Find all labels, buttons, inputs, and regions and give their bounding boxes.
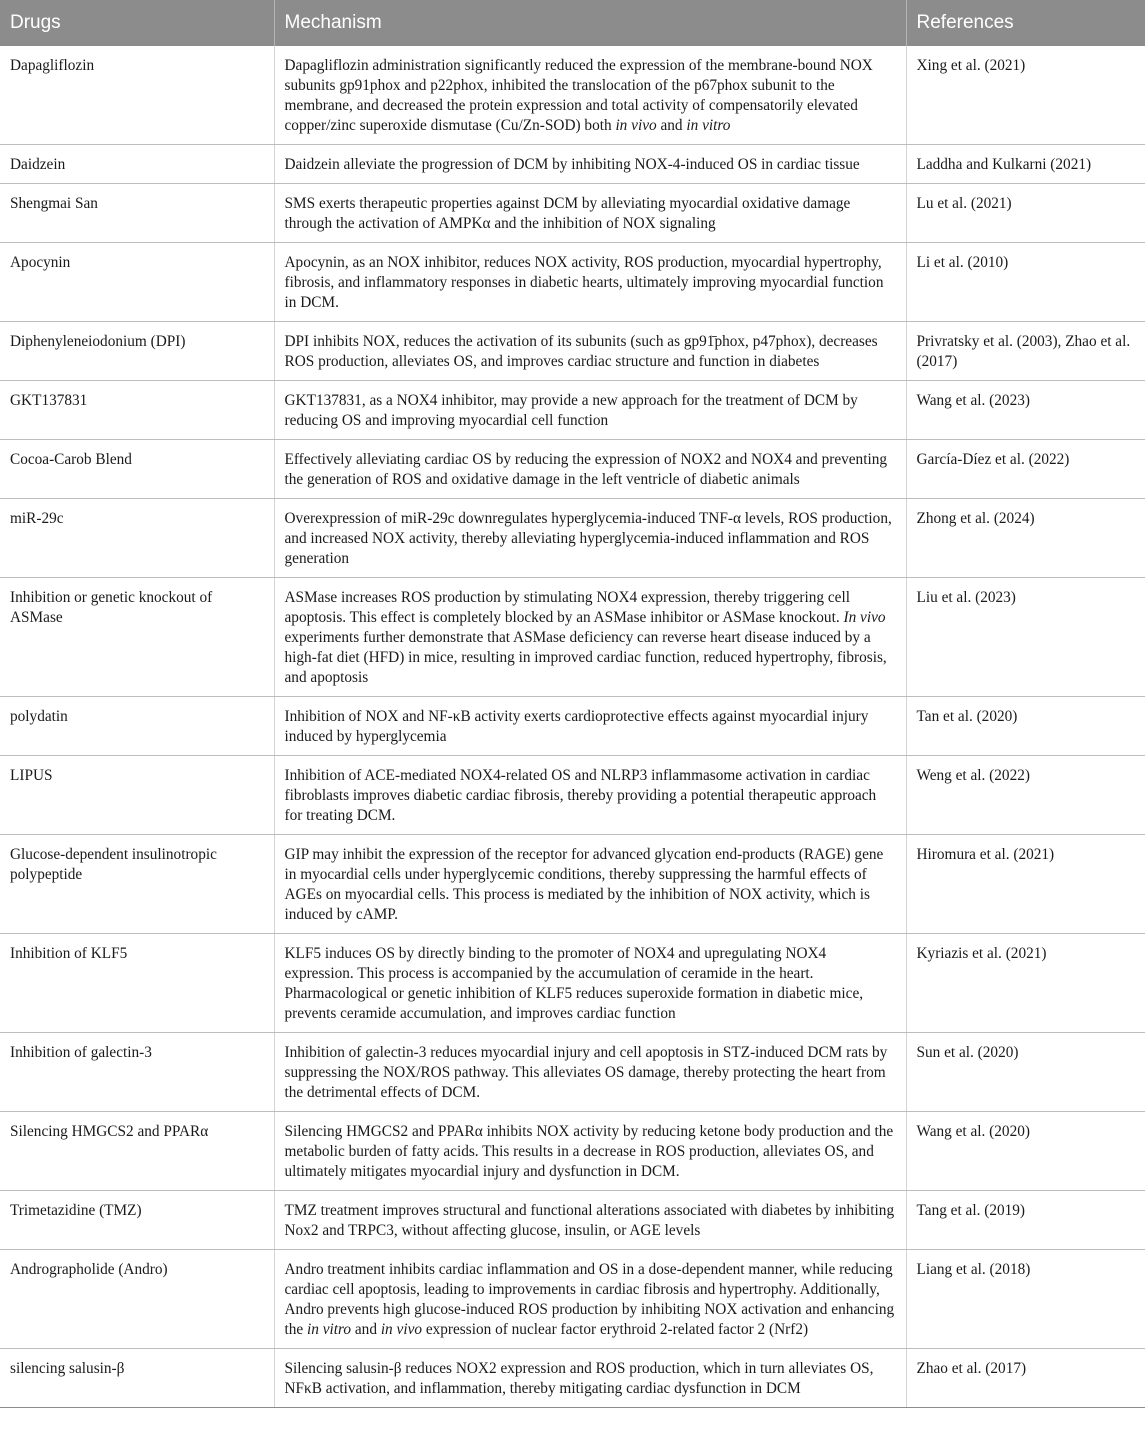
reference-cell: Tang et al. (2019) xyxy=(906,1191,1145,1250)
table-row xyxy=(0,697,1145,756)
drug-cell: Andrographolide (Andro) xyxy=(0,1250,274,1349)
drug-cell: Diphenyleneiodonium (DPI) xyxy=(0,322,274,381)
mechanism-cell: GIP may inhibit the expression of the receptor for advanced glycation end-products (RAGE) gene in myocardial cells under hyperglycemic conditions, thereby suppressing the harmful effects of AGEs on myocardial cells. This process is mediated by the inhibition of NOX activity, which is induced by cAMP. xyxy=(274,835,906,934)
reference-cell: Weng et al. (2022) xyxy=(906,756,1145,835)
header-references: References xyxy=(906,0,1145,46)
mechanism-cell: Silencing HMGCS2 and PPARα inhibits NOX activity by reducing ketone body production and the metabolic burden of fatty acids. This results in a decrease in ROS production, alleviates OS, and ultimately mitigates myocardial injury and dysfunction in DCM. xyxy=(274,1112,906,1191)
mechanism-cell: Apocynin, as an NOX inhibitor, reduces NOX activity, ROS production, myocardial hypertrophy, fibrosis, and inflammatory responses in diabetic hearts, ultimately improving myocardial function in DCM. xyxy=(274,243,906,322)
reference-cell: Sun et al. (2020) xyxy=(906,1033,1145,1112)
reference-cell: Privratsky et al. (2003), Zhao et al. (2017) xyxy=(906,322,1145,381)
table-row xyxy=(0,499,1145,578)
mechanism-cell: Inhibition of ACE-mediated NOX4-related OS and NLRP3 inflammasome activation in cardiac fibroblasts improves diabetic cardiac fibrosis, thereby providing a potential therapeutic approach for treating DCM. xyxy=(274,756,906,835)
mechanism-text: ASMase increases ROS production by stimulating NOX4 expression, thereby triggering cell apoptosis. This effect is completely blocked by an ASMase inhibitor or ASMase knockout. xyxy=(284,589,850,626)
table-row xyxy=(0,1033,1145,1112)
drug-cell: Shengmai San xyxy=(0,184,274,243)
mechanism-cell: KLF5 induces OS by directly binding to the promoter of NOX4 and upregulating NOX4 expression. This process is accompanied by the accumulation of ceramide in the heart. Pharmacological or genetic inhibition of KLF5 reduces superoxide formation in diabetic mice, prevents ceramide accumulation, and improves cardiac function xyxy=(274,934,906,1033)
drug-cell: silencing salusin-β xyxy=(0,1349,274,1408)
drug-cell: Inhibition of galectin-3 xyxy=(0,1033,274,1112)
mechanism-cell: Inhibition of NOX and NF-κB activity exerts cardioprotective effects against myocardial injury induced by hyperglycemia xyxy=(274,697,906,756)
reference-cell: Zhao et al. (2017) xyxy=(906,1349,1145,1408)
reference-cell: Liu et al. (2023) xyxy=(906,578,1145,697)
reference-cell: Hiromura et al. (2021) xyxy=(906,835,1145,934)
mechanism-cell: Silencing salusin-β reduces NOX2 expression and ROS production, which in turn alleviates OS, NFκB activation, and inflammation, thereby mitigating cardiac dysfunction in DCM xyxy=(274,1349,906,1408)
table-body xyxy=(0,46,1145,1408)
mechanism-cell xyxy=(274,1250,906,1349)
drug-cell: Daidzein xyxy=(0,145,274,184)
table-header xyxy=(0,0,1145,46)
mechanism-text: experiments further demonstrate that ASMase deficiency can reverse heart disease induced by a high-fat diet (HFD) in mice, resulting in improved cardiac function, reduced hypertrophy, fibrosis, and apoptosis xyxy=(284,629,887,686)
drug-cell: polydatin xyxy=(0,697,274,756)
table-row xyxy=(0,578,1145,697)
header-drugs: Drugs xyxy=(0,0,274,46)
mechanism-cell: GKT137831, as a NOX4 inhibitor, may provide a new approach for the treatment of DCM by reducing OS and improving myocardial cell function xyxy=(274,381,906,440)
mechanism-cell: Daidzein alleviate the progression of DCM by inhibiting NOX-4-induced OS in cardiac tissue xyxy=(274,145,906,184)
drug-cell: Silencing HMGCS2 and PPARα xyxy=(0,1112,274,1191)
reference-cell: Lu et al. (2021) xyxy=(906,184,1145,243)
table-row xyxy=(0,1250,1145,1349)
mechanism-cell: Overexpression of miR-29c downregulates hyperglycemia-induced TNF-α levels, ROS production, and increased NOX activity, thereby alleviating hyperglycemia-induced inflammation and ROS generation xyxy=(274,499,906,578)
mechanism-cell: TMZ treatment improves structural and functional alterations associated with diabetes by inhibiting Nox2 and TRPC3, without affecting glucose, insulin, or AGE levels xyxy=(274,1191,906,1250)
mechanism-italic: in vivo xyxy=(615,117,657,134)
table-row xyxy=(0,145,1145,184)
mechanism-cell: SMS exerts therapeutic properties against DCM by alleviating myocardial oxidative damage through the activation of AMPKα and the inhibition of NOX signaling xyxy=(274,184,906,243)
table-row xyxy=(0,440,1145,499)
drug-cell: Cocoa-Carob Blend xyxy=(0,440,274,499)
table-row xyxy=(0,835,1145,934)
mechanism-text: Andro treatment inhibits cardiac inflammation and OS in a dose-dependent manner, while reducing cardiac cell apoptosis, leading to improvements in cardiac fibrosis and hypertrophy. Additionally, Andro prevents high glucose-induced ROS production by inhibiting NOX activation and enhancing the xyxy=(284,1261,895,1338)
table-row xyxy=(0,46,1145,145)
table-row xyxy=(0,1112,1145,1191)
drug-cell: Dapagliflozin xyxy=(0,46,274,145)
drug-cell: miR-29c xyxy=(0,499,274,578)
mechanism-cell: Inhibition of galectin-3 reduces myocardial injury and cell apoptosis in STZ-induced DCM rats by suppressing the NOX/ROS pathway. This alleviates OS damage, thereby protecting the heart from the detrimental effects of DCM. xyxy=(274,1033,906,1112)
mechanism-cell: Effectively alleviating cardiac OS by reducing the expression of NOX2 and NOX4 and preventing the generation of ROS and oxidative damage in the left ventricle of diabetic animals xyxy=(274,440,906,499)
mechanism-text: and xyxy=(351,1321,381,1338)
mechanism-italic: In vivo xyxy=(843,609,886,626)
table-row xyxy=(0,184,1145,243)
header-mechanism: Mechanism xyxy=(274,0,906,46)
mechanism-cell xyxy=(274,46,906,145)
reference-cell: Wang et al. (2020) xyxy=(906,1112,1145,1191)
drug-cell: LIPUS xyxy=(0,756,274,835)
mechanism-italic: in vitro xyxy=(307,1321,352,1338)
mechanism-text: and xyxy=(656,117,687,134)
drug-cell: Apocynin xyxy=(0,243,274,322)
drug-cell: Inhibition or genetic knockout of ASMase xyxy=(0,578,274,697)
mechanism-italic: in vivo xyxy=(380,1321,423,1338)
mechanism-italic: in vitro xyxy=(686,117,731,134)
table-row xyxy=(0,381,1145,440)
table-row xyxy=(0,1349,1145,1408)
reference-cell: García-Díez et al. (2022) xyxy=(906,440,1145,499)
mechanism-cell: DPI inhibits NOX, reduces the activation of its subunits (such as gp91̄phox, p47phox), decreases ROS production, alleviates OS, and improves cardiac structure and function in diabetes xyxy=(274,322,906,381)
reference-cell: Liang et al. (2018) xyxy=(906,1250,1145,1349)
reference-cell: Tan et al. (2020) xyxy=(906,697,1145,756)
table-row xyxy=(0,934,1145,1033)
drug-cell: Trimetazidine (TMZ) xyxy=(0,1191,274,1250)
table-row xyxy=(0,756,1145,835)
table-row xyxy=(0,322,1145,381)
mechanism-text: expression of nuclear factor erythroid 2-related factor 2 (Nrf2) xyxy=(422,1321,809,1338)
reference-cell: Xing et al. (2021) xyxy=(906,46,1145,145)
mechanism-cell xyxy=(274,578,906,697)
drug-cell: Glucose-dependent insulinotropic polypeptide xyxy=(0,835,274,934)
mechanism-text: Dapagliflozin administration significantly reduced the expression of the membrane-bound NOX subunits gp91phox and p22phox, inhibited the translocation of the p67phox subunit to the membrane, and decreased the protein expression and total activity of compensatorily elevated copper/zinc superoxide dismutase (Cu/Zn-SOD) both xyxy=(284,57,873,134)
reference-cell: Laddha and Kulkarni (2021) xyxy=(906,145,1145,184)
table-row xyxy=(0,243,1145,322)
reference-cell: Zhong et al. (2024) xyxy=(906,499,1145,578)
reference-cell: Li et al. (2010) xyxy=(906,243,1145,322)
header-row xyxy=(0,0,1145,46)
table-row xyxy=(0,1191,1145,1250)
drug-cell: Inhibition of KLF5 xyxy=(0,934,274,1033)
reference-cell: Kyriazis et al. (2021) xyxy=(906,934,1145,1033)
reference-cell: Wang et al. (2023) xyxy=(906,381,1145,440)
drug-cell: GKT137831 xyxy=(0,381,274,440)
